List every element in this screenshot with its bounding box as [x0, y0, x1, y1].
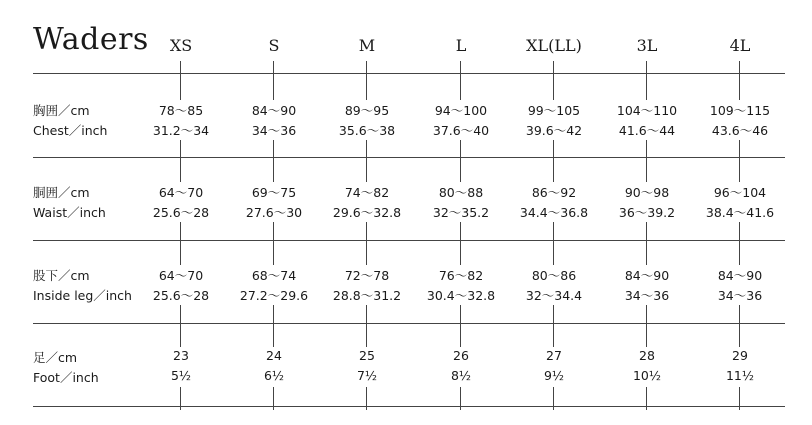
value-inch: 34〜36: [717, 288, 763, 303]
size-header: 3L: [636, 36, 658, 55]
column-connector: [646, 61, 647, 100]
value-cm: 90〜98: [624, 185, 670, 200]
column-connector: [273, 222, 274, 265]
row-divider: [33, 73, 785, 74]
value-inch: 25.6〜28: [152, 205, 210, 220]
column-connector: [366, 305, 367, 347]
value-cm: 78〜85: [158, 103, 204, 118]
value-cm: 80〜86: [531, 268, 577, 283]
chart-title: Waders: [33, 22, 149, 57]
column-connector: [273, 61, 274, 100]
value-inch: 7½: [356, 368, 378, 383]
value-inch: 27.2〜29.6: [239, 288, 309, 303]
column-connector: [646, 222, 647, 265]
value-inch: 10½: [632, 368, 662, 383]
value-inch: 11½: [725, 368, 755, 383]
row-label-cm: 胸囲／cm: [33, 103, 90, 118]
column-connector: [646, 305, 647, 347]
row-divider: [33, 323, 785, 324]
column-connector: [180, 305, 181, 347]
row-label-inch: Inside leg／inch: [33, 288, 132, 303]
value-inch: 34.4〜36.8: [519, 205, 589, 220]
value-cm: 84〜90: [251, 103, 297, 118]
value-inch: 41.6〜44: [618, 123, 676, 138]
value-inch: 8½: [450, 368, 472, 383]
value-cm: 80〜88: [438, 185, 484, 200]
column-connector: [366, 140, 367, 182]
value-cm: 109〜115: [709, 103, 771, 118]
column-connector: [460, 61, 461, 100]
value-cm: 64〜70: [158, 185, 204, 200]
column-connector: [460, 387, 461, 410]
column-connector: [553, 222, 554, 265]
column-connector: [739, 305, 740, 347]
value-cm: 104〜110: [616, 103, 678, 118]
value-cm: 25: [359, 348, 375, 363]
size-header: XL(LL): [526, 36, 582, 55]
value-cm: 86〜92: [531, 185, 577, 200]
column-connector: [273, 305, 274, 347]
column-connector: [553, 61, 554, 100]
row-label-cm: 胴囲／cm: [33, 185, 90, 200]
value-inch: 30.4〜32.8: [426, 288, 496, 303]
value-inch: 34〜36: [624, 288, 670, 303]
size-header: M: [358, 36, 376, 55]
value-inch: 6½: [263, 368, 285, 383]
value-cm: 89〜95: [344, 103, 390, 118]
value-inch: 43.6〜46: [711, 123, 769, 138]
value-cm: 74〜82: [344, 185, 390, 200]
row-label-cm: 股下／cm: [33, 268, 90, 283]
column-connector: [366, 222, 367, 265]
value-cm: 28: [639, 348, 655, 363]
value-inch: 5½: [170, 368, 192, 383]
column-connector: [739, 387, 740, 410]
value-inch: 27.6〜30: [245, 205, 303, 220]
value-cm: 26: [453, 348, 469, 363]
value-cm: 96〜104: [713, 185, 767, 200]
value-cm: 68〜74: [251, 268, 297, 283]
value-cm: 94〜100: [434, 103, 488, 118]
value-inch: 28.8〜31.2: [332, 288, 402, 303]
row-divider: [33, 240, 785, 241]
column-connector: [460, 305, 461, 347]
column-connector: [273, 387, 274, 410]
row-label-inch: Chest／inch: [33, 123, 108, 138]
column-connector: [460, 222, 461, 265]
size-header: L: [455, 36, 467, 55]
value-cm: 99〜105: [527, 103, 581, 118]
value-inch: 31.2〜34: [152, 123, 210, 138]
value-inch: 9½: [543, 368, 565, 383]
column-connector: [553, 140, 554, 182]
row-label-inch: Waist／inch: [33, 205, 106, 220]
column-connector: [180, 61, 181, 100]
row-label-inch: Foot／inch: [33, 370, 99, 385]
value-inch: 35.6〜38: [338, 123, 396, 138]
value-inch: 25.6〜28: [152, 288, 210, 303]
value-cm: 72〜78: [344, 268, 390, 283]
value-cm: 27: [546, 348, 562, 363]
value-cm: 24: [266, 348, 282, 363]
value-inch: 29.6〜32.8: [332, 205, 402, 220]
value-inch: 36〜39.2: [618, 205, 676, 220]
column-connector: [460, 140, 461, 182]
column-connector: [180, 140, 181, 182]
column-connector: [180, 222, 181, 265]
size-header: 4L: [729, 36, 751, 55]
row-label-cm: 足／cm: [33, 350, 78, 365]
column-connector: [273, 140, 274, 182]
size-header: XS: [169, 36, 193, 55]
column-connector: [180, 387, 181, 410]
value-inch: 32〜34.4: [525, 288, 583, 303]
value-cm: 23: [173, 348, 189, 363]
value-cm: 76〜82: [438, 268, 484, 283]
column-connector: [646, 140, 647, 182]
value-inch: 32〜35.2: [432, 205, 490, 220]
value-inch: 34〜36: [251, 123, 297, 138]
column-connector: [739, 222, 740, 265]
value-cm: 84〜90: [624, 268, 670, 283]
size-header: S: [268, 36, 280, 55]
column-connector: [739, 61, 740, 100]
column-connector: [553, 305, 554, 347]
value-cm: 69〜75: [251, 185, 297, 200]
value-cm: 84〜90: [717, 268, 763, 283]
row-divider: [33, 157, 785, 158]
column-connector: [553, 387, 554, 410]
value-inch: 39.6〜42: [525, 123, 583, 138]
column-connector: [646, 387, 647, 410]
column-connector: [739, 140, 740, 182]
column-connector: [366, 387, 367, 410]
value-cm: 29: [732, 348, 748, 363]
value-inch: 38.4〜41.6: [705, 205, 775, 220]
column-connector: [366, 61, 367, 100]
value-inch: 37.6〜40: [432, 123, 490, 138]
value-cm: 64〜70: [158, 268, 204, 283]
row-divider: [33, 406, 785, 407]
